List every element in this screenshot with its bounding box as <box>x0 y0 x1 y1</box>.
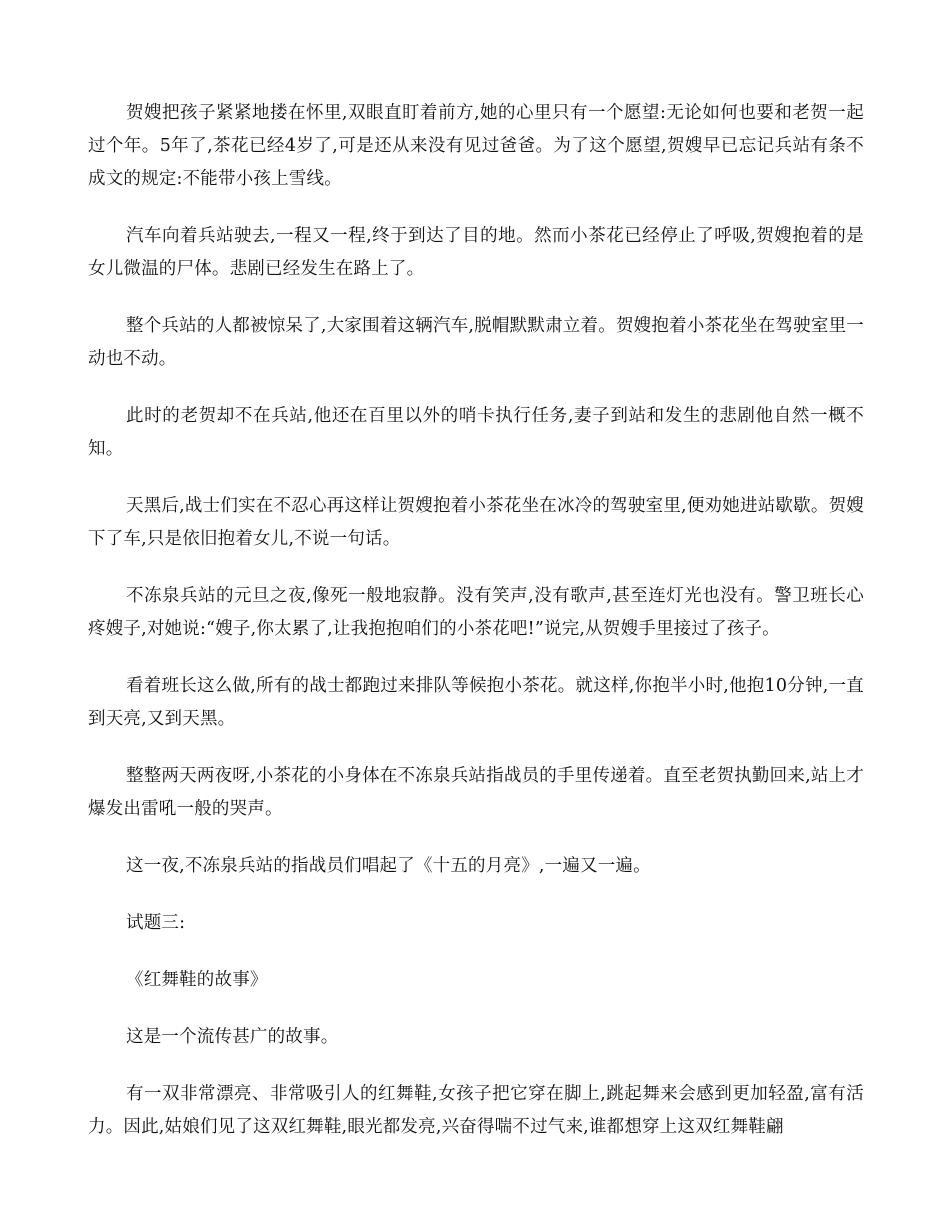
paragraph: 此时的老贺却不在兵站,他还在百里以外的哨卡执行任务,妻子到站和发生的悲剧他自然一概不知。 <box>88 406 864 459</box>
paragraph: 这一夜,不冻泉兵站的指战员们唱起了《十五的月亮》,一遍又一遍。 <box>126 856 651 876</box>
paragraph: 不冻泉兵站的元旦之夜,像死一般地寂静。没有笑声,没有歌声,甚至连灯光也没有。警卫班长心疼嫂子,对她说:“嫂子,你太累了,让我抱抱咱们的小茶花吧!”说完,从贺嫂手里接过了孩子。 <box>88 586 864 639</box>
paragraph: 有一双非常漂亮、非常吸引人的红舞鞋,女孩子把它穿在脚上,跳起舞来会感到更加轻盈,富有活力。因此,姑娘们见了这双红舞鞋,眼光都发亮,兴奋得喘不过气来,谁都想穿上这双红舞鞋翩 <box>88 1084 864 1137</box>
paragraph: 看着班长这么做,所有的战士都跑过来排队等候抱小茶花。就这样,你抱半小时,他抱10分钟,一直到天亮,又到天黑。 <box>88 676 864 729</box>
paragraph: 汽车向着兵站驶去,一程又一程,终于到达了目的地。然而小茶花已经停止了呼吸,贺嫂抱着的是女儿微温的尸体。悲剧已经发生在路上了。 <box>88 226 864 279</box>
paragraph: 整个兵站的人都被惊呆了,大家围着这辆汽车,脱帽默默肃立着。贺嫂抱着小茶花坐在驾驶室里一动也不动。 <box>88 316 864 369</box>
section-heading: 试题三: <box>126 913 186 933</box>
paragraph: 这是一个流传甚广的故事。 <box>126 1027 339 1047</box>
paragraph: 天黑后,战士们实在不忍心再这样让贺嫂抱着小茶花坐在冰冷的驾驶室里,便劝她进站歇歇。贺嫂下了车,只是依旧抱着女儿,不说一句话。 <box>88 496 864 549</box>
paragraph: 整整两天两夜呀,小茶花的小身体在不冻泉兵站指战员的手里传递着。直至老贺执勤回来,站上才爆发出雷吼一般的哭声。 <box>88 766 864 819</box>
story-title: 《红舞鞋的故事》 <box>126 970 268 990</box>
document-body <box>88 97 864 1168</box>
paragraph: 贺嫂把孩子紧紧地搂在怀里,双眼直盯着前方,她的心里只有一个愿望:无论如何也要和老贺一起过个年。5年了,茶花已经4岁了,可是还从来没有见过爸爸。为了这个愿望,贺嫂早已忘记兵站有条不成文的规定:不能带小孩上雪线。 <box>88 103 864 189</box>
